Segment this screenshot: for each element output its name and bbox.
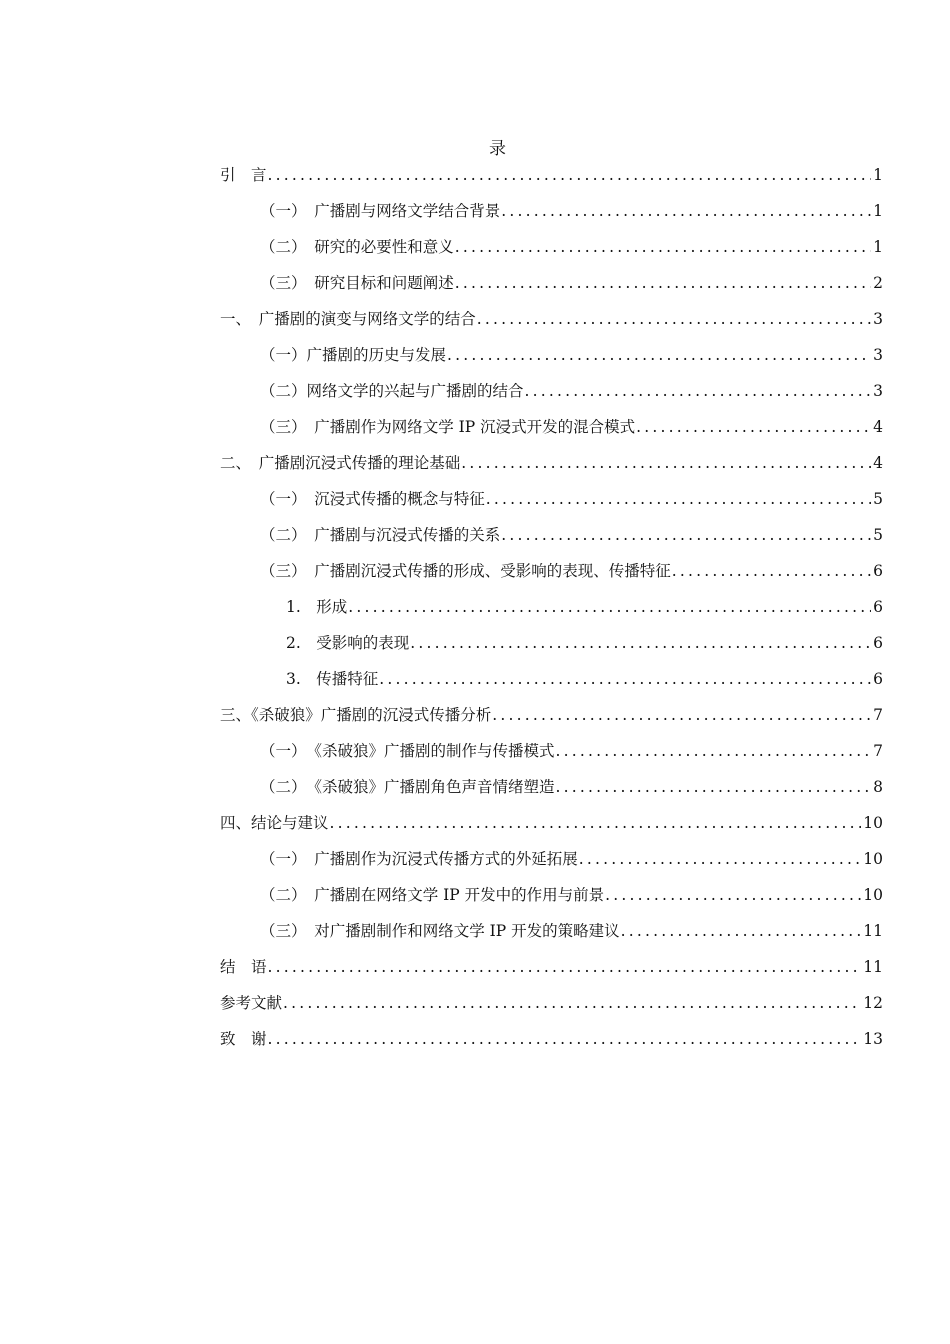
dot-leader — [672, 559, 871, 583]
toc-entry[interactable] — [220, 775, 883, 811]
toc-entry-page-number: 4 — [873, 454, 883, 472]
toc-entry[interactable] — [220, 667, 883, 703]
toc-entry-title: （三） 对广播剧制作和网络文学 IP 开发的策略建议 — [260, 922, 620, 940]
toc-entry[interactable] — [220, 523, 883, 559]
toc-entry-title: 二、 广播剧沉浸式传播的理论基础 — [220, 454, 461, 472]
dot-leader — [501, 523, 871, 547]
dot-leader — [501, 199, 871, 223]
toc-entry[interactable] — [220, 451, 883, 487]
toc-entry-page-number: 6 — [873, 598, 883, 616]
toc-title: 录 — [489, 139, 506, 159]
toc-entry[interactable] — [220, 595, 883, 631]
dot-leader — [268, 1027, 862, 1051]
toc-entry-title: 四、结论与建议 — [220, 814, 329, 832]
toc-entry[interactable] — [220, 883, 883, 919]
toc-entry-title: （二） 广播剧与沉浸式传播的关系 — [260, 526, 501, 544]
dot-leader — [348, 595, 871, 619]
toc-entry-title: 致 谢 — [220, 1030, 267, 1048]
toc-entry-title: 3. 传播特征 — [286, 670, 379, 688]
toc-entry[interactable] — [220, 271, 883, 307]
toc-entry[interactable] — [220, 811, 883, 847]
toc-entry-page-number: 1 — [873, 238, 883, 256]
toc-entry-page-number: 10 — [863, 886, 883, 904]
toc-entry-title: 引 言 — [220, 166, 267, 184]
toc-entry-page-number: 7 — [873, 706, 883, 724]
dot-leader — [379, 667, 871, 691]
dot-leader — [556, 775, 871, 799]
toc-entry-page-number: 3 — [873, 310, 883, 328]
toc-entry[interactable] — [220, 163, 883, 199]
dot-leader — [268, 163, 871, 187]
toc-entry[interactable] — [220, 847, 883, 883]
toc-entry[interactable] — [220, 415, 883, 451]
dot-leader — [461, 451, 871, 475]
toc-entry[interactable] — [220, 559, 883, 595]
toc-entry-title: 三、《杀破狼》广播剧的沉浸式传播分析 — [220, 706, 492, 724]
toc-entry-page-number: 6 — [873, 634, 883, 652]
toc-entry[interactable] — [220, 631, 883, 667]
toc-entry-page-number: 3 — [873, 382, 883, 400]
dot-leader — [477, 307, 871, 331]
dot-leader — [636, 415, 871, 439]
toc-entry-page-number: 1 — [873, 166, 883, 184]
toc-entry-title: （二） 广播剧在网络文学 IP 开发中的作用与前景 — [260, 886, 605, 904]
toc-entry-title: 1. 形成 — [286, 598, 348, 616]
toc-entry-page-number: 11 — [863, 922, 883, 940]
toc-entry-page-number: 3 — [873, 346, 883, 364]
table-of-contents — [220, 163, 883, 1063]
toc-entry-title: 参考文献 — [220, 994, 283, 1012]
toc-entry-page-number: 6 — [873, 670, 883, 688]
toc-entry[interactable] — [220, 379, 883, 415]
toc-entry[interactable] — [220, 487, 883, 523]
toc-entry[interactable] — [220, 235, 883, 271]
toc-entry[interactable] — [220, 919, 883, 955]
toc-entry-title: （一） 沉浸式传播的概念与特征 — [260, 490, 485, 508]
dot-leader — [486, 487, 871, 511]
dot-leader — [605, 883, 861, 907]
toc-entry-page-number: 10 — [863, 850, 883, 868]
toc-entry-title: 结 语 — [220, 958, 267, 976]
dot-leader — [579, 847, 862, 871]
dot-leader — [410, 631, 871, 655]
toc-entry-title: 2. 受影响的表现 — [286, 634, 410, 652]
toc-entry-title: 一、 广播剧的演变与网络文学的结合 — [220, 310, 476, 328]
dot-leader — [283, 991, 861, 1015]
toc-entry-page-number: 5 — [873, 526, 883, 544]
dot-leader — [447, 343, 871, 367]
toc-entry-title: （一） 《杀破狼》广播剧的制作与传播模式 — [260, 742, 555, 760]
dot-leader — [455, 235, 871, 259]
toc-entry[interactable] — [220, 955, 883, 991]
toc-entry-page-number: 6 — [873, 562, 883, 580]
toc-entry-title: （二）网络文学的兴起与广播剧的结合 — [260, 382, 524, 400]
toc-entry-page-number: 5 — [873, 490, 883, 508]
toc-entry[interactable] — [220, 343, 883, 379]
toc-entry-title: （二） 《杀破狼》广播剧角色声音情绪塑造 — [260, 778, 555, 796]
dot-leader — [492, 703, 871, 727]
toc-entry[interactable] — [220, 991, 883, 1027]
toc-entry-page-number: 1 — [873, 202, 883, 220]
toc-entry[interactable] — [220, 739, 883, 775]
dot-leader — [455, 271, 871, 295]
toc-entry-title: （二） 研究的必要性和意义 — [260, 238, 454, 256]
dot-leader — [330, 811, 862, 835]
toc-entry-page-number: 12 — [863, 994, 883, 1012]
toc-entry-title: （三） 广播剧作为网络文学 IP 沉浸式开发的混合模式 — [260, 418, 636, 436]
toc-entry-title: （一） 广播剧与网络文学结合背景 — [260, 202, 501, 220]
dot-leader — [556, 739, 871, 763]
toc-entry[interactable] — [220, 307, 883, 343]
toc-entry[interactable] — [220, 199, 883, 235]
toc-entry-page-number: 4 — [873, 418, 883, 436]
dot-leader — [621, 919, 862, 943]
toc-entry-title: （一） 广播剧作为沉浸式传播方式的外延拓展 — [260, 850, 578, 868]
dot-leader — [268, 955, 862, 979]
toc-entry-page-number: 2 — [873, 274, 883, 292]
toc-entry-title: （三） 广播剧沉浸式传播的形成、受影响的表现、传播特征 — [260, 562, 671, 580]
toc-entry[interactable] — [220, 703, 883, 739]
toc-entry-page-number: 11 — [863, 958, 883, 976]
toc-entry-page-number: 7 — [873, 742, 883, 760]
toc-entry-title: （三） 研究目标和问题阐述 — [260, 274, 454, 292]
toc-entry[interactable] — [220, 1027, 883, 1063]
toc-entry-title: （一）广播剧的历史与发展 — [260, 346, 447, 364]
toc-entry-page-number: 10 — [863, 814, 883, 832]
toc-entry-page-number: 13 — [863, 1030, 883, 1048]
dot-leader — [525, 379, 871, 403]
toc-entry-page-number: 8 — [873, 778, 883, 796]
